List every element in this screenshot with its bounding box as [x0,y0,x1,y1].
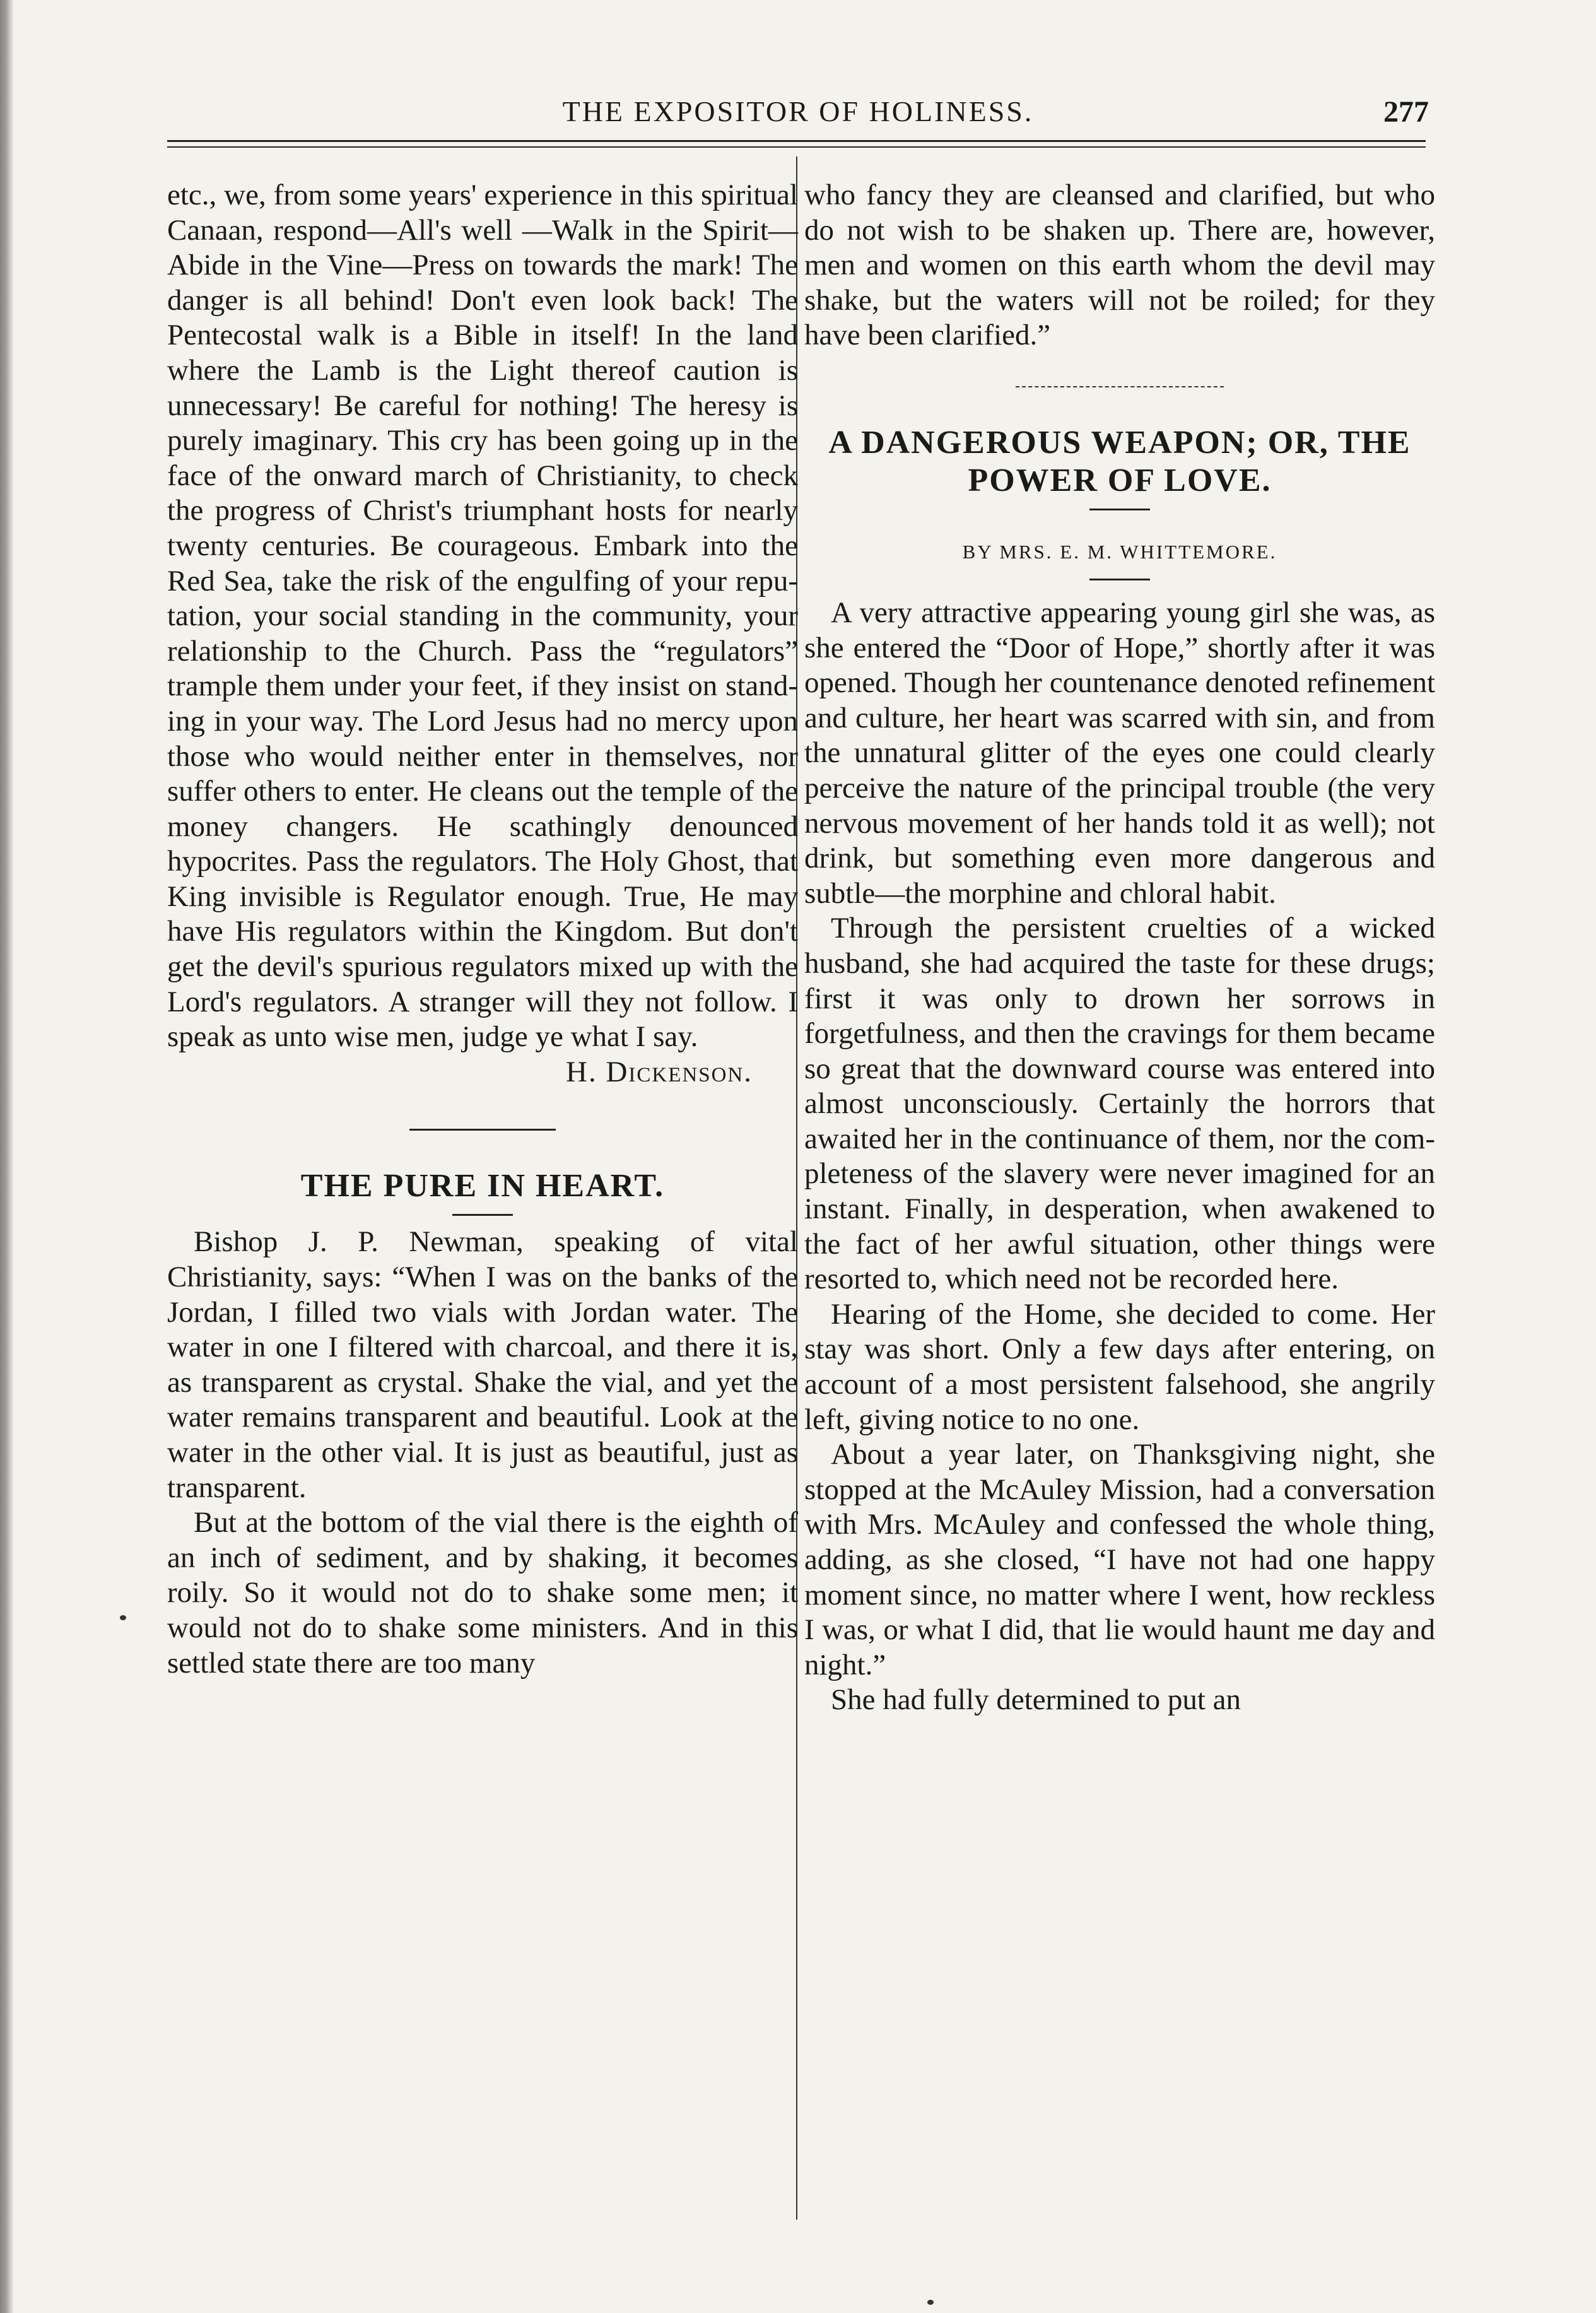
article-paragraph: Bishop J. P. Newman, speaking of vital Christianity, says: “When I was on the banks of the Jordan, I filled two vials with Jordan water. The water in one I filtered with charcoal, and there it is, as transparent as crystal. Shake the vial, and yet the water remains transparent and beautiful. Look at the water in the other vial. It is just as beautiful, just as transparent. [167,1225,798,1504]
author-signature: H. Dickenson. [566,1055,753,1088]
article-title: THE PURE IN HEART. [300,1168,665,1204]
byline-underline-rule [1089,579,1150,580]
article-paragraph: But at the bottom of the vial there is the eighth of an inch of sediment, and by shaking, it becomes roily. So it would not do to shake some men; it would not do to shake some ministers. And in this settled state there are too many [167,1506,798,1680]
article-paragraph: A very attractive appearing young girl she was, as she entered the “Door of Hope,” shortly after it was opened. Though her countenance denoted refinement and culture, her heart was scarred with sin, and from the unnatural glitter of the eyes one could clearly perceive the nature of the principal trouble (the very nervous movement of her hands told it as well); not drink, but something even more dangerous and subtle—the morphine and chloral habit. [804,596,1435,910]
section-break-dashes [1016,386,1224,387]
article-paragraph: Through the persistent cruelties of a wicked husband, she had acquired the taste for these drugs; first it was only to drown her sorrows in forgetfulness, and then the cravings for them became so great that the downward course was entered into almost unconsciously. Certainly the horrors that awaited her in the continuance of them, nor the completeness of the slavery were never imagined for an instant. Finally, in desperation, when awakened to the fact of her awful situation, other things were resorted to, which need not be recorded here. [804,912,1435,1296]
page-binding-edge [0,0,14,2313]
page-header [167,95,1429,139]
header-rule [167,140,1426,142]
running-title: THE EXPOSITOR OF HOLINESS. [562,95,1034,127]
article-title: A DANGEROUS WEAPON; OR, THE POWER OF LOVE. [828,424,1411,498]
article-paragraph: Hearing of the Home, she decided to come. Her stay was short. Only a few days after entering, on account of a most persistent falsehood, she angrily left, giving notice to no one. [804,1297,1435,1436]
page-number: 277 [1383,95,1429,129]
article-paragraph: About a year later, on Thanksgiving night, she stopped at the McAuley Mission, had a conversation with Mrs. McAuley and confessed the whole thing, adding, as she closed, “I have not had one happy moment since, no matter where I went, how reckless I was, or what I did, that lie would haunt me day and night.” [804,1438,1435,1681]
left-column [167,178,798,1681]
article-paragraph: She had fully determined to put an [831,1683,1241,1717]
article-paragraph: who fancy they are cleansed and clarified, but who do not wish to be shaken up. There are, however, men and women on this earth whom the devil may shake, but the waters will not be roiled; for they have been clarified.” [804,179,1435,352]
title-underline-rule [1089,509,1150,510]
article-paragraph: etc., we, from some years' experience in this spiritual Canaan, respond—All's well —Walk in the Spirit—Abide in the Vine—Press on towards the mark! The danger is all behind! Don't even look back! The Pentecostal walk is a Bible in itself! In the land where the Lamb is the Light thereof caution is unnecessary! Be careful for nothing! The heresy is purely imaginary. This cry has been going up in the face of the onward march of Christianity, to check the progress of Christ's triumphant hosts for nearly twenty centuries. Be courageous. Embark into the Red Sea, take the risk of the engulfing of your reputation, your social standing in the community, your relationship to the Church. Pass the “regulators” trample them under your feet, if they insist on standing in your way. The Lord Jesus had no mercy upon those who would neither enter in themselves, nor suffer others to enter. He cleans out the temple of the money changers. He scathingly denounced hypocrites. Pass the regulators. The Holy Ghost, that King invisible is Regulator enough. True, He may have His regulators within the Kingdom. But don't get the devil's spurious regulators mixed up with the Lord's regulators. A stranger will they not follow. I speak as unto wise men, judge ye what I say. [167,179,798,1054]
section-divider-rule [409,1129,556,1131]
title-underline-rule [452,1214,513,1216]
print-speck [120,1615,126,1620]
header-rule-double [167,146,1426,148]
print-speck [927,2300,934,2305]
right-column [804,178,1435,1718]
article-byline: BY MRS. E. M. WHITTEMORE. [962,540,1277,563]
